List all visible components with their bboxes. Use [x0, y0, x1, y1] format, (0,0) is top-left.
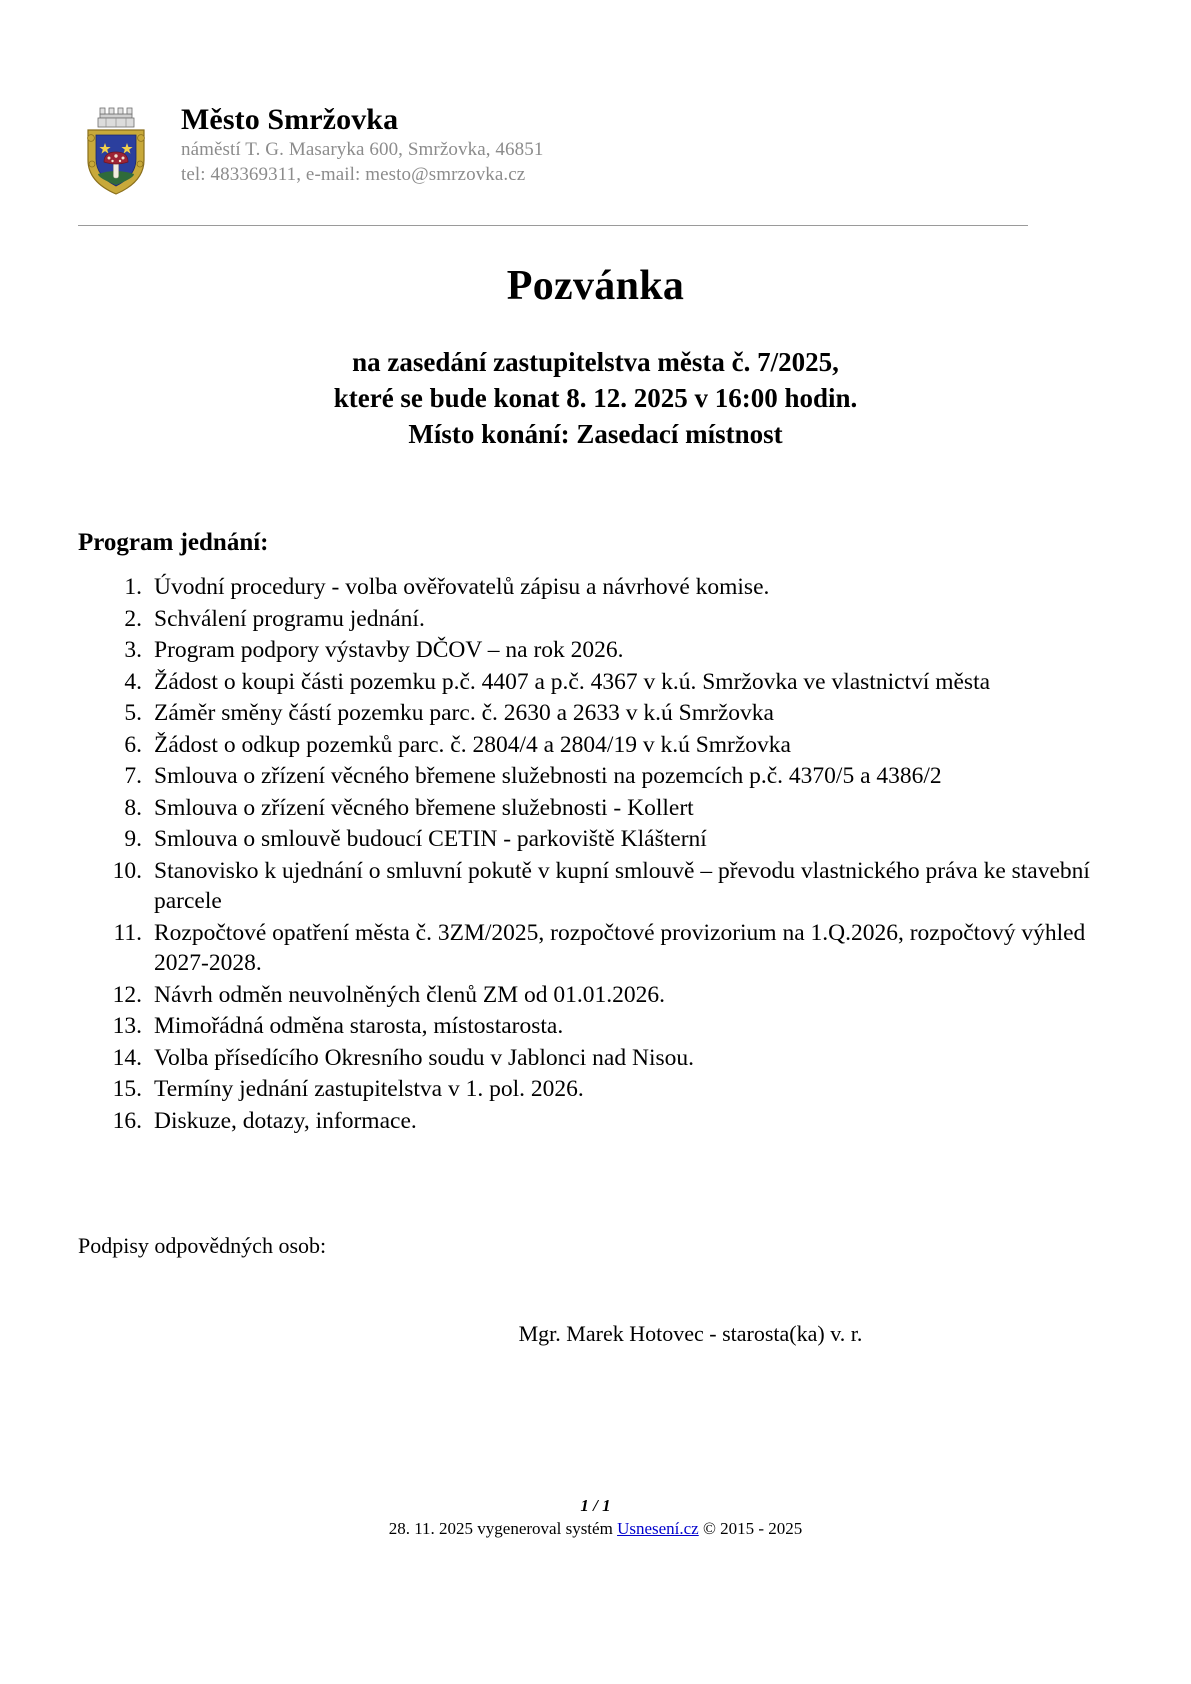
- subtitle-line-1: na zasedání zastupitelstva města č. 7/2025,: [352, 347, 839, 377]
- agenda-item: Schválení programu jednání.: [154, 605, 425, 632]
- usneseni-link[interactable]: Usnesení.cz: [617, 1519, 699, 1538]
- organization-contact: tel: 483369311, e-mail: mesto@smrzovka.cz: [181, 164, 526, 185]
- agenda-item: Diskuze, dotazy, informace.: [154, 1107, 417, 1134]
- agenda-item: Žádost o koupi části pozemku p.č. 4407 a p.č. 4367 v k.ú. Smržovka ve vlastnictví města: [154, 668, 991, 695]
- agenda-item: Mimořádná odměna starosta, místostarosta.: [154, 1013, 564, 1039]
- signatures-label: Podpisy odpovědných osob:: [78, 1233, 327, 1258]
- letterhead: [78, 100, 1113, 196]
- agenda-item: Volba přísedícího Okresního soudu v Jablonci nad Nisou.: [154, 1044, 695, 1071]
- agenda-item: Termíny jednání zastupitelstva v 1. pol. 2026.: [154, 1076, 584, 1102]
- meeting-subtitle: [0, 344, 1191, 452]
- agenda-list: [78, 572, 1122, 1137]
- organization-address: náměstí T. G. Masaryka 600, Smržovka, 46851: [181, 139, 544, 160]
- organization-name: Město Smržovka: [181, 103, 399, 136]
- agenda-item: Rozpočtové opatření města č. 3ZM/2025, rozpočtové provizorium na 1.Q.2026, rozpočtový výhled 2027-2028.: [154, 919, 1086, 976]
- agenda-item: Úvodní procedury - volba ověřovatelů zápisu a návrhové komise.: [154, 574, 770, 600]
- generated-prefix: 28. 11. 2025 vygeneroval systém: [388, 1519, 618, 1538]
- page-title: Pozvánka: [506, 263, 685, 309]
- page-footer: [0, 1495, 1191, 1541]
- agenda-item: Stanovisko k ujednání o smluvní pokutě v kupní smlouvě – převodu vlastnického práva ke stavební parcele: [154, 857, 1090, 914]
- agenda-item: Smlouva o smlouvě budoucí CETIN - parkoviště Klášterní: [154, 826, 707, 852]
- agenda-item: Návrh odměn neuvolněných členů ZM od 01.01.2026.: [154, 981, 666, 1008]
- subtitle-line-3: Místo konání: Zasedací místnost: [408, 419, 783, 449]
- organization-block: [181, 100, 543, 187]
- agenda-item: Záměr směny částí pozemku parc. č. 2630 a 2633 v k.ú Smržovka: [154, 700, 774, 726]
- header-divider: [78, 225, 1028, 226]
- subtitle-line-2: které se bude konat 8. 12. 2025 v 16:00 hodin.: [333, 383, 858, 413]
- coat-of-arms-icon: [82, 104, 150, 196]
- generated-suffix: © 2015 - 2025: [698, 1519, 803, 1538]
- generated-by-text: [0, 1517, 1191, 1541]
- program-heading: Program jednání:: [78, 529, 269, 556]
- signature-name: Mgr. Marek Hotovec - starosta(ka) v. r.: [518, 1321, 863, 1346]
- page-indicator: 1 / 1: [580, 1496, 611, 1515]
- agenda-item: Žádost o odkup pozemků parc. č. 2804/4 a 2804/19 v k.ú Smržovka: [154, 731, 791, 758]
- agenda-item: Program podpory výstavby DČOV – na rok 2026.: [154, 637, 624, 663]
- agenda-item: Smlouva o zřízení věcného břemene služebnosti na pozemcích p.č. 4370/5 a 4386/2: [154, 763, 942, 789]
- agenda-item: Smlouva o zřízení věcného břemene služebnosti - Kollert: [154, 794, 694, 821]
